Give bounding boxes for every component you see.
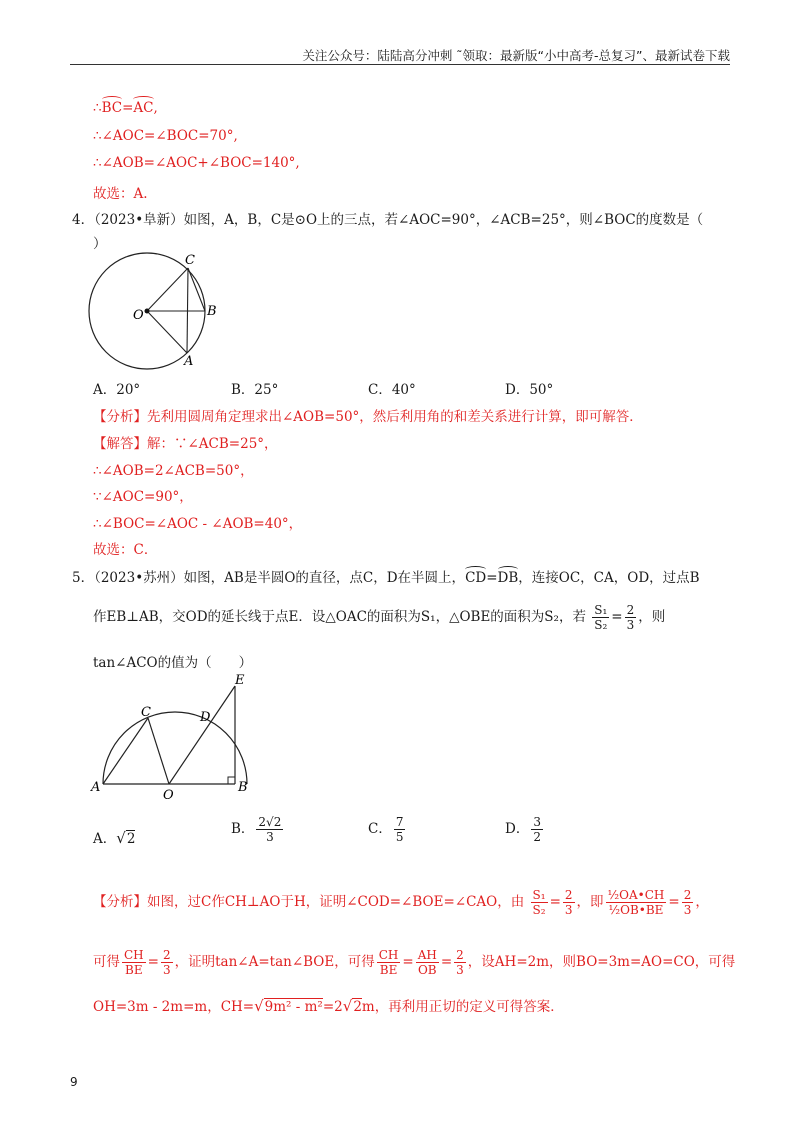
q5-segment-co xyxy=(148,718,169,784)
two-thirds xyxy=(563,888,575,917)
equals: = xyxy=(668,894,680,910)
therefore-symbol: ∴ xyxy=(93,100,102,116)
comma: , xyxy=(153,100,158,116)
frac-num: 2 xyxy=(162,948,171,962)
analysis-text: ，证明tan∠A=tan∠BOE，可得 xyxy=(174,954,375,970)
q4-option-d: D．50° xyxy=(505,382,554,398)
frac-num: CH xyxy=(378,948,399,962)
frac-num: AH xyxy=(417,948,437,962)
q5-analysis-line-3 xyxy=(93,995,564,1015)
sqrt-sign: √ xyxy=(254,997,264,1015)
q5-stem-text-b: ，连接OC，CA，OD，过点B xyxy=(518,570,700,586)
page-header: 关注公众号：陆陆高分冲刺 ˜领取：最新版“小中高考-总复习”、最新试卷下载 xyxy=(302,48,730,63)
radicand: 2 xyxy=(126,831,136,847)
q4-solution-3: ∵∠AOC=90°， xyxy=(93,489,193,505)
equals: = xyxy=(486,570,498,586)
equals: = xyxy=(122,100,134,116)
equals: = xyxy=(611,609,623,625)
option-frac xyxy=(256,815,283,844)
q4-label-a: A xyxy=(184,354,194,369)
arc-db: DB xyxy=(497,570,519,586)
q5-option-b xyxy=(231,815,285,844)
analysis-text: =2 xyxy=(322,999,343,1015)
q4-option-b: B．25° xyxy=(231,382,279,398)
q4-segment-cb xyxy=(188,268,205,311)
prev-line-3: ∴∠AOB=∠AOC+∠BOC=140°, xyxy=(93,155,300,171)
q4-solution-5: 故选：C． xyxy=(93,542,158,558)
frac-den: 3 xyxy=(162,963,171,977)
q5-semicircle-figure xyxy=(85,670,255,802)
q5-label-a: A xyxy=(91,780,101,795)
arc-cd: CD xyxy=(465,570,487,586)
q4-solution-2: ∴∠AOB=2∠ACB=50°， xyxy=(93,463,254,479)
q4-option-a: A．20° xyxy=(93,382,141,398)
ch-over-be xyxy=(377,948,401,977)
frac-num: 7 xyxy=(395,815,404,829)
q4-segment-oa xyxy=(147,311,187,353)
q5-analysis-line-2 xyxy=(93,948,735,977)
page-number: 9 xyxy=(70,1075,78,1089)
q5-semicircle xyxy=(103,712,247,784)
option-label: C． xyxy=(368,821,392,837)
equals: = xyxy=(549,894,561,910)
q5-stem-line-2 xyxy=(93,603,665,632)
q4-circle-figure xyxy=(85,252,225,372)
frac-num: 2 xyxy=(564,888,573,902)
frac-den: OB xyxy=(417,963,437,977)
q4-segment-oc xyxy=(147,268,188,311)
option-frac xyxy=(394,815,406,844)
option-label: B． xyxy=(231,821,255,837)
q5-label-e: E xyxy=(235,673,245,688)
analysis-text: ，设AH=2m，则BO=3m=AO=CO，可得 xyxy=(467,954,736,970)
q5-stem-text-d: ，则 xyxy=(638,609,666,625)
q5-label-o: O xyxy=(163,788,174,802)
q5-option-c xyxy=(368,815,407,844)
arc-ac: AC xyxy=(133,100,154,116)
frac-num: S₁ xyxy=(594,603,608,617)
q5-option-a xyxy=(93,827,135,847)
q5-stem-line-3: tan∠ACO的值为（ ） xyxy=(93,655,253,671)
equals: = xyxy=(147,954,159,970)
two-thirds xyxy=(625,603,637,632)
area-ratio-frac xyxy=(606,888,667,917)
q4-stem-line-1: 4．（2023•阜新）如图，A，B，C是⊙O上的三点，若∠AOC=90°，∠ACB=25°，则∠BOC的度数是（ xyxy=(72,212,704,228)
q5-label-d: D xyxy=(200,710,211,725)
q5-segment-oe xyxy=(169,686,235,784)
ah-over-ob xyxy=(416,948,439,977)
q4-label-c: C xyxy=(185,253,195,268)
frac-num: 2 xyxy=(683,888,692,902)
analysis-text: ，即 xyxy=(576,894,604,910)
frac-den: 5 xyxy=(395,830,404,844)
frac-den: 3 xyxy=(266,830,274,844)
frac-den: 2 xyxy=(533,830,541,844)
two-thirds xyxy=(161,948,173,977)
frac-den: 3 xyxy=(683,903,692,917)
frac-den: 3 xyxy=(564,903,573,917)
frac-num: 2√2 xyxy=(258,815,282,829)
q5-options xyxy=(93,815,693,855)
analysis-text: ， xyxy=(695,894,709,910)
q4-stem-line-2: ） xyxy=(93,236,107,252)
q4-label-o: O xyxy=(133,308,144,323)
frac-den: S₂ xyxy=(594,618,608,632)
q5-stem-text-c: 作EB⊥AB，交OD的延长线于点E．设△OAC的面积为S₁，△OBE的面积为S₂，若 xyxy=(93,609,586,625)
q4-solution-1: 【解答】解：∵∠ACB=25°， xyxy=(93,436,278,452)
frac-den: BE xyxy=(125,963,143,977)
arc-bc: BC xyxy=(101,100,123,116)
q5-stem-line-1 xyxy=(72,566,700,586)
frac-den: S₂ xyxy=(532,903,546,917)
q5-label-b: B xyxy=(238,780,248,795)
prev-line-4: 故选：A. xyxy=(93,186,148,202)
two-thirds xyxy=(454,948,466,977)
analysis-text: 【分析】如图，过C作CH⊥AO于H，证明∠COD=∠BOE=∠CAO，由 xyxy=(93,894,525,910)
prev-line-2: ∴∠AOC=∠BOC=70°, xyxy=(93,128,238,144)
ch-over-be xyxy=(122,948,146,977)
option-frac xyxy=(531,815,543,844)
q4-option-c: C．40° xyxy=(368,382,416,398)
q4-analysis: 【分析】先利用圆周角定理求出∠AOB=50°，然后利用角的和差关系进行计算，即可解答． xyxy=(93,409,643,425)
s1-over-s2 xyxy=(531,888,548,917)
frac-num: S₁ xyxy=(532,888,546,902)
frac-num: ½OA•CH xyxy=(607,888,665,902)
frac-den: ½OB•BE xyxy=(608,903,664,917)
equals: = xyxy=(440,954,453,970)
q5-segment-ac xyxy=(103,718,148,784)
frac-den: 3 xyxy=(626,618,635,632)
q5-label-c: C xyxy=(141,705,151,720)
two-thirds xyxy=(682,888,694,917)
frac-den: 3 xyxy=(456,963,464,977)
sqrt-sign: √ xyxy=(342,997,353,1015)
analysis-text: OH=3m - 2m=m，CH= xyxy=(93,999,255,1015)
q4-label-b: B xyxy=(207,304,217,319)
analysis-text: 可得 xyxy=(93,954,120,970)
sqrt-sign: √ xyxy=(116,829,126,847)
q5-right-angle-mark xyxy=(228,777,235,784)
q5-stem-text-a: 5．（2023•苏州）如图，AB是半圆O的直径，点C，D在半圆上， xyxy=(72,570,466,586)
header-divider xyxy=(70,64,730,65)
frac-num: 3 xyxy=(533,815,541,829)
frac-num: 2 xyxy=(456,948,464,962)
q4-center-dot xyxy=(145,309,150,314)
analysis-text: m，再利用正切的定义可得答案． xyxy=(361,999,564,1015)
option-label: D． xyxy=(505,821,530,837)
prev-line-1 xyxy=(93,100,158,116)
frac-den: BE xyxy=(379,963,398,977)
option-label: A． xyxy=(93,831,117,847)
q5-analysis-line-1 xyxy=(93,888,709,917)
radicand: 9m² - m² xyxy=(264,999,323,1015)
q4-solution-4: ∴∠BOC=∠AOC - ∠AOB=40°， xyxy=(93,516,303,532)
q4-options xyxy=(93,378,693,396)
q5-option-d xyxy=(505,815,545,844)
equals: = xyxy=(402,954,414,970)
s1-over-s2 xyxy=(592,603,609,632)
q4-segment-ca xyxy=(187,268,188,353)
radicand: 2 xyxy=(353,999,362,1015)
frac-num: CH xyxy=(124,948,144,962)
frac-num: 2 xyxy=(626,603,635,617)
